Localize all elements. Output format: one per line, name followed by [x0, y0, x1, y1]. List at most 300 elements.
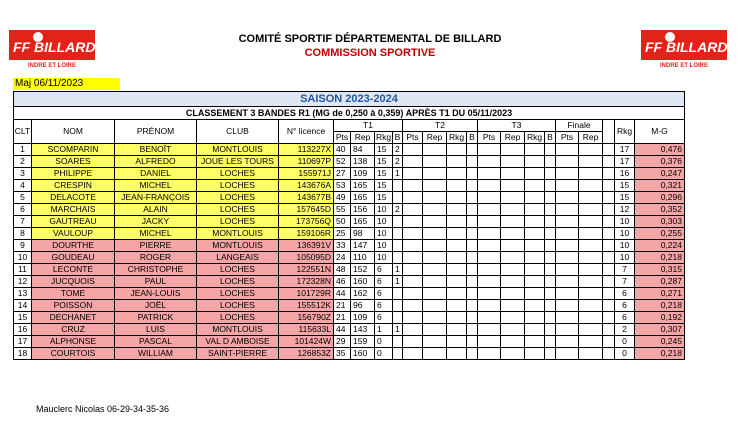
cell-t3-pts — [478, 216, 501, 228]
cell-nom: DELACOTE — [32, 192, 115, 204]
cell-mg: 0,352 — [635, 204, 685, 216]
cell-t1-b: 1 — [393, 276, 403, 288]
cell-rank: 10 — [615, 252, 635, 264]
cell-club: LANGEAIS — [197, 252, 279, 264]
table-row — [14, 348, 685, 360]
cell-club: LOCHES — [197, 312, 279, 324]
cell-t2-b — [467, 192, 478, 204]
cell-finale-rep — [579, 204, 603, 216]
cell-t3-rep — [501, 288, 525, 300]
subheader-rep: Rep — [423, 132, 447, 144]
cell-t2-b — [467, 204, 478, 216]
cell-t1-rep: 110 — [351, 252, 375, 264]
cell-t1-b — [393, 252, 403, 264]
update-date: Maj 06/11/2023 — [13, 78, 120, 90]
cell-clt: 12 — [14, 276, 32, 288]
cell-mg: 0,303 — [635, 216, 685, 228]
cell-t1-b: 2 — [393, 156, 403, 168]
cell-t3-rep — [501, 156, 525, 168]
subheader-pts: Pts — [403, 132, 423, 144]
cell-t2-rkg — [447, 336, 467, 348]
table-row — [14, 312, 685, 324]
cell-t2-b — [467, 156, 478, 168]
cell-rank: 17 — [615, 144, 635, 156]
cell-t1-b: 1 — [393, 264, 403, 276]
cell-finale-pts — [556, 312, 579, 324]
cell-prenom: PAUL — [115, 276, 197, 288]
cell-t3-b — [545, 264, 556, 276]
cell-t1-rkg: 6 — [375, 276, 393, 288]
cell-t3-rkg — [525, 228, 545, 240]
cell-nom: TOME — [32, 288, 115, 300]
cell-licence: 113227X — [279, 144, 334, 156]
cell-t2-pts — [403, 336, 423, 348]
cell-rank: 7 — [615, 264, 635, 276]
cell-t3-pts — [478, 336, 501, 348]
cell-prenom: DANIEL — [115, 168, 197, 180]
cell-nom: CRUZ — [32, 324, 115, 336]
cell-licence: 105095D — [279, 252, 334, 264]
cell-licence: 110697P — [279, 156, 334, 168]
cell-t3-b — [545, 288, 556, 300]
cell-t3-pts — [478, 180, 501, 192]
cell-t3-b — [545, 180, 556, 192]
cell-t1-b: 2 — [393, 204, 403, 216]
cell-t1-b — [393, 240, 403, 252]
cell-licence: 172328N — [279, 276, 334, 288]
cell-t1-rkg: 15 — [375, 156, 393, 168]
cell-clt: 5 — [14, 192, 32, 204]
cell-t2-rep — [423, 288, 447, 300]
cell-prenom: LUIS — [115, 324, 197, 336]
cell-t3-rep — [501, 180, 525, 192]
cell-t2-rkg — [447, 312, 467, 324]
cell-club: JOUE LES TOURS — [197, 156, 279, 168]
cell-club: SAINT-PIERRE — [197, 348, 279, 360]
cell-t1-pts: 21 — [334, 300, 351, 312]
cell-club: MONTLOUIS — [197, 144, 279, 156]
cell-t1-rep: 165 — [351, 180, 375, 192]
cell-t2-rkg — [447, 252, 467, 264]
cell-mg: 0,376 — [635, 156, 685, 168]
cell-club: MONTLOUIS — [197, 240, 279, 252]
cell-t1-b — [393, 300, 403, 312]
cell-rank: 17 — [615, 156, 635, 168]
subheader-rep: Rep — [501, 132, 525, 144]
header-spacer — [603, 120, 615, 144]
cell-t3-rep — [501, 324, 525, 336]
cell-t1-b — [393, 348, 403, 360]
cell-t3-b — [545, 240, 556, 252]
cell-rank: 2 — [615, 324, 635, 336]
cell-t1-rep: 98 — [351, 228, 375, 240]
cell-nom: PHILIPPE — [32, 168, 115, 180]
cell-t2-b — [467, 348, 478, 360]
cell-t1-rep: 109 — [351, 312, 375, 324]
cell-t2-pts — [403, 240, 423, 252]
cell-t2-b — [467, 216, 478, 228]
cell-nom: ALPHONSE — [32, 336, 115, 348]
cell-t3-b — [545, 348, 556, 360]
cell-t3-b — [545, 312, 556, 324]
cell-prenom: JEAN-LOUIS — [115, 288, 197, 300]
cell-t3-pts — [478, 276, 501, 288]
cell-club: LOCHES — [197, 276, 279, 288]
cell-t3-b — [545, 204, 556, 216]
cell-spacer — [603, 180, 615, 192]
cell-t1-rep: 159 — [351, 336, 375, 348]
cell-t3-b — [545, 228, 556, 240]
cell-t3-rep — [501, 276, 525, 288]
cell-rank: 16 — [615, 168, 635, 180]
cell-spacer — [603, 156, 615, 168]
cell-t3-pts — [478, 300, 501, 312]
cell-nom: CRESPIN — [32, 180, 115, 192]
cell-t3-rkg — [525, 240, 545, 252]
cell-spacer — [603, 216, 615, 228]
cell-t3-rkg — [525, 276, 545, 288]
cell-club: MONTLOUIS — [197, 324, 279, 336]
cell-t2-rkg — [447, 240, 467, 252]
cell-t1-pts: 44 — [334, 324, 351, 336]
cell-clt: 1 — [14, 144, 32, 156]
header-clt: CLT — [14, 120, 32, 144]
cell-t2-b — [467, 168, 478, 180]
cell-t2-pts — [403, 348, 423, 360]
cell-t3-pts — [478, 192, 501, 204]
cell-t2-b — [467, 228, 478, 240]
cell-finale-pts — [556, 288, 579, 300]
cell-t2-pts — [403, 144, 423, 156]
cell-t2-pts — [403, 192, 423, 204]
cell-prenom: PIERRE — [115, 240, 197, 252]
cell-t3-rkg — [525, 300, 545, 312]
table-row — [14, 168, 685, 180]
cell-t3-rkg — [525, 144, 545, 156]
cell-t3-rkg — [525, 324, 545, 336]
cell-t3-rkg — [525, 168, 545, 180]
cell-t1-rkg: 10 — [375, 252, 393, 264]
cell-spacer — [603, 252, 615, 264]
ff-billard-logo-left: FF BILLARD INDRE ET LOIRE — [9, 30, 95, 76]
cell-t2-rkg — [447, 264, 467, 276]
cell-finale-pts — [556, 264, 579, 276]
subheader-pts: Pts — [478, 132, 501, 144]
cell-t1-rep: 162 — [351, 288, 375, 300]
cell-t1-b: 2 — [393, 144, 403, 156]
cell-finale-pts — [556, 324, 579, 336]
cell-licence: 155971J — [279, 168, 334, 180]
cell-t2-rkg — [447, 276, 467, 288]
cell-t3-rkg — [525, 180, 545, 192]
cell-nom: COURTOIS — [32, 348, 115, 360]
cell-t1-rep: 165 — [351, 192, 375, 204]
cell-t2-rep — [423, 276, 447, 288]
cell-spacer — [603, 312, 615, 324]
cell-prenom: PATRICK — [115, 312, 197, 324]
cell-finale-pts — [556, 252, 579, 264]
cell-rank: 0 — [615, 348, 635, 360]
cell-t2-rkg — [447, 204, 467, 216]
cell-club: LOCHES — [197, 216, 279, 228]
cell-t2-rep — [423, 192, 447, 204]
cell-t2-rkg — [447, 348, 467, 360]
subheader-pts: Pts — [334, 132, 351, 144]
cell-clt: 15 — [14, 312, 32, 324]
cell-t2-rep — [423, 336, 447, 348]
cell-t2-pts — [403, 168, 423, 180]
cell-mg: 0,296 — [635, 192, 685, 204]
cell-prenom: ROGER — [115, 252, 197, 264]
cell-t2-rep — [423, 240, 447, 252]
cell-t1-rkg: 15 — [375, 192, 393, 204]
cell-t1-rep: 143 — [351, 324, 375, 336]
ranking-table — [13, 91, 685, 360]
cell-clt: 9 — [14, 240, 32, 252]
cell-t2-pts — [403, 276, 423, 288]
footer-contact: Mauclerc Nicolas 06-29-34-35-36 — [36, 404, 170, 414]
cell-t2-pts — [403, 204, 423, 216]
table-row — [14, 276, 685, 288]
cell-prenom: MICHEL — [115, 228, 197, 240]
cell-finale-rep — [579, 252, 603, 264]
cell-finale-rep — [579, 192, 603, 204]
cell-nom: DECHANET — [32, 312, 115, 324]
cell-spacer — [603, 264, 615, 276]
cell-club: LOCHES — [197, 168, 279, 180]
cell-mg: 0,192 — [635, 312, 685, 324]
cell-t3-rep — [501, 264, 525, 276]
cell-club: LOCHES — [197, 192, 279, 204]
cell-t2-rep — [423, 252, 447, 264]
cell-t2-pts — [403, 252, 423, 264]
cell-t1-pts: 24 — [334, 252, 351, 264]
cell-t2-b — [467, 240, 478, 252]
cell-t1-rkg: 15 — [375, 180, 393, 192]
cell-club: LOCHES — [197, 288, 279, 300]
cell-t1-rkg: 6 — [375, 264, 393, 276]
cell-t2-b — [467, 276, 478, 288]
cell-finale-pts — [556, 240, 579, 252]
cell-licence: 159106R — [279, 228, 334, 240]
cell-licence: 101424W — [279, 336, 334, 348]
header-rkg: Rkg — [615, 120, 635, 144]
cell-clt: 17 — [14, 336, 32, 348]
cell-t3-rkg — [525, 156, 545, 168]
cell-club: LOCHES — [197, 264, 279, 276]
cell-spacer — [603, 228, 615, 240]
cell-t1-rkg: 10 — [375, 228, 393, 240]
cell-t2-rep — [423, 348, 447, 360]
cell-t1-rkg: 10 — [375, 204, 393, 216]
cell-prenom: CHRISTOPHE — [115, 264, 197, 276]
cell-t1-pts: 33 — [334, 240, 351, 252]
cell-club: LOCHES — [197, 204, 279, 216]
cell-t2-b — [467, 312, 478, 324]
cell-t3-pts — [478, 240, 501, 252]
cell-t1-rkg: 6 — [375, 300, 393, 312]
cell-t1-rkg: 15 — [375, 168, 393, 180]
cell-t3-pts — [478, 156, 501, 168]
cell-spacer — [603, 192, 615, 204]
cell-t2-rep — [423, 228, 447, 240]
cell-t1-pts: 29 — [334, 336, 351, 348]
cell-t2-rkg — [447, 216, 467, 228]
cell-t1-pts: 25 — [334, 228, 351, 240]
ranking-title: CLASSEMENT 3 BANDES R1 (MG de 0,250 à 0,359) APRÈS T1 DU 05/11/2023 — [14, 107, 685, 120]
table-row — [14, 300, 685, 312]
cell-spacer — [603, 336, 615, 348]
table-row — [14, 336, 685, 348]
cell-t1-rkg: 1 — [375, 324, 393, 336]
cell-t2-b — [467, 288, 478, 300]
ff-billard-logo-right: FF BILLARD INDRE ET LOIRE — [641, 30, 727, 76]
table-row — [14, 192, 685, 204]
cell-t3-pts — [478, 288, 501, 300]
cell-t3-rep — [501, 144, 525, 156]
table-row — [14, 288, 685, 300]
cell-clt: 14 — [14, 300, 32, 312]
cell-rank: 6 — [615, 312, 635, 324]
cell-t3-rkg — [525, 216, 545, 228]
cell-t3-b — [545, 252, 556, 264]
cell-licence: 115633L — [279, 324, 334, 336]
cell-finale-pts — [556, 228, 579, 240]
cell-t2-rep — [423, 180, 447, 192]
cell-t2-rkg — [447, 192, 467, 204]
cell-t3-rep — [501, 204, 525, 216]
cell-clt: 7 — [14, 216, 32, 228]
table-row — [14, 156, 685, 168]
cell-t3-rep — [501, 216, 525, 228]
cell-t3-rkg — [525, 252, 545, 264]
cell-t2-b — [467, 264, 478, 276]
cell-rank: 10 — [615, 240, 635, 252]
cell-mg: 0,307 — [635, 324, 685, 336]
cell-licence: 157645D — [279, 204, 334, 216]
cell-nom: VAULOUP — [32, 228, 115, 240]
cell-clt: 3 — [14, 168, 32, 180]
cell-finale-rep — [579, 168, 603, 180]
org-title: COMITÉ SPORTIF DÉPARTEMENTAL DE BILLARD — [238, 33, 502, 45]
cell-prenom: BENOÎT — [115, 144, 197, 156]
cell-finale-rep — [579, 312, 603, 324]
season-title: SAISON 2023-2024 — [14, 92, 685, 107]
cell-spacer — [603, 144, 615, 156]
cell-t3-rkg — [525, 204, 545, 216]
cell-t2-pts — [403, 264, 423, 276]
cell-finale-rep — [579, 336, 603, 348]
cell-finale-pts — [556, 348, 579, 360]
cell-t1-rkg: 6 — [375, 312, 393, 324]
cell-licence: 143676A — [279, 180, 334, 192]
header-finale: Finale — [556, 120, 603, 132]
cell-rank: 6 — [615, 300, 635, 312]
table-row — [14, 228, 685, 240]
cell-t1-pts: 27 — [334, 168, 351, 180]
cell-t1-rep: 152 — [351, 264, 375, 276]
cell-t1-rkg: 10 — [375, 216, 393, 228]
cell-t2-rkg — [447, 288, 467, 300]
cell-t1-b — [393, 216, 403, 228]
cell-t2-rep — [423, 204, 447, 216]
cell-prenom: JACKY — [115, 216, 197, 228]
cell-mg: 0,255 — [635, 228, 685, 240]
subheader-rkg: Rkg — [375, 132, 392, 142]
cell-t1-b — [393, 228, 403, 240]
cell-t3-rep — [501, 168, 525, 180]
cell-spacer — [603, 204, 615, 216]
header-licence: N° licence — [279, 120, 334, 144]
cell-t3-pts — [478, 144, 501, 156]
cell-finale-pts — [556, 276, 579, 288]
cell-finale-rep — [579, 324, 603, 336]
cell-t1-rkg: 0 — [375, 336, 393, 348]
cell-t3-b — [545, 300, 556, 312]
header-t2: T2 — [403, 120, 478, 132]
cell-finale-rep — [579, 144, 603, 156]
cell-t1-b — [393, 336, 403, 348]
cell-t3-pts — [478, 228, 501, 240]
cell-t2-rkg — [447, 144, 467, 156]
cell-t3-rep — [501, 192, 525, 204]
cell-t3-rep — [501, 240, 525, 252]
subheader-b: B — [545, 132, 556, 144]
cell-t1-rep: 96 — [351, 300, 375, 312]
cell-t3-pts — [478, 348, 501, 360]
cell-t3-b — [545, 216, 556, 228]
cell-t1-pts: 50 — [334, 216, 351, 228]
cell-t3-rep — [501, 336, 525, 348]
cell-t2-rkg — [447, 168, 467, 180]
cell-nom: LECONTE — [32, 264, 115, 276]
cell-t1-b — [393, 288, 403, 300]
cell-t1-rep: 160 — [351, 348, 375, 360]
cell-t1-pts: 49 — [334, 192, 351, 204]
cell-t3-rkg — [525, 336, 545, 348]
cell-t1-rep: 147 — [351, 240, 375, 252]
cell-t3-b — [545, 324, 556, 336]
table-row — [14, 264, 685, 276]
cell-licence: 122551N — [279, 264, 334, 276]
cell-finale-rep — [579, 228, 603, 240]
cell-rank: 10 — [615, 228, 635, 240]
cell-t3-b — [545, 168, 556, 180]
cell-clt: 10 — [14, 252, 32, 264]
cell-finale-pts — [556, 192, 579, 204]
cell-t3-b — [545, 276, 556, 288]
cell-rank: 7 — [615, 276, 635, 288]
cell-t2-rep — [423, 324, 447, 336]
cell-t1-rep: 160 — [351, 276, 375, 288]
table-row — [14, 204, 685, 216]
cell-prenom: JEAN-FRANÇOIS — [115, 192, 197, 204]
cell-mg: 0,218 — [635, 252, 685, 264]
cell-t1-rkg: 15 — [375, 144, 393, 156]
cell-t1-rep: 84 — [351, 144, 375, 156]
table-row — [14, 144, 685, 156]
cell-clt: 11 — [14, 264, 32, 276]
cell-nom: DOURTHE — [32, 240, 115, 252]
cell-t2-pts — [403, 216, 423, 228]
cell-prenom: JOËL — [115, 300, 197, 312]
table-row — [14, 216, 685, 228]
cell-finale-rep — [579, 300, 603, 312]
cell-finale-rep — [579, 348, 603, 360]
cell-prenom: MICHEL — [115, 180, 197, 192]
cell-t2-rkg — [447, 324, 467, 336]
subheader-rep: Rep — [351, 132, 375, 144]
